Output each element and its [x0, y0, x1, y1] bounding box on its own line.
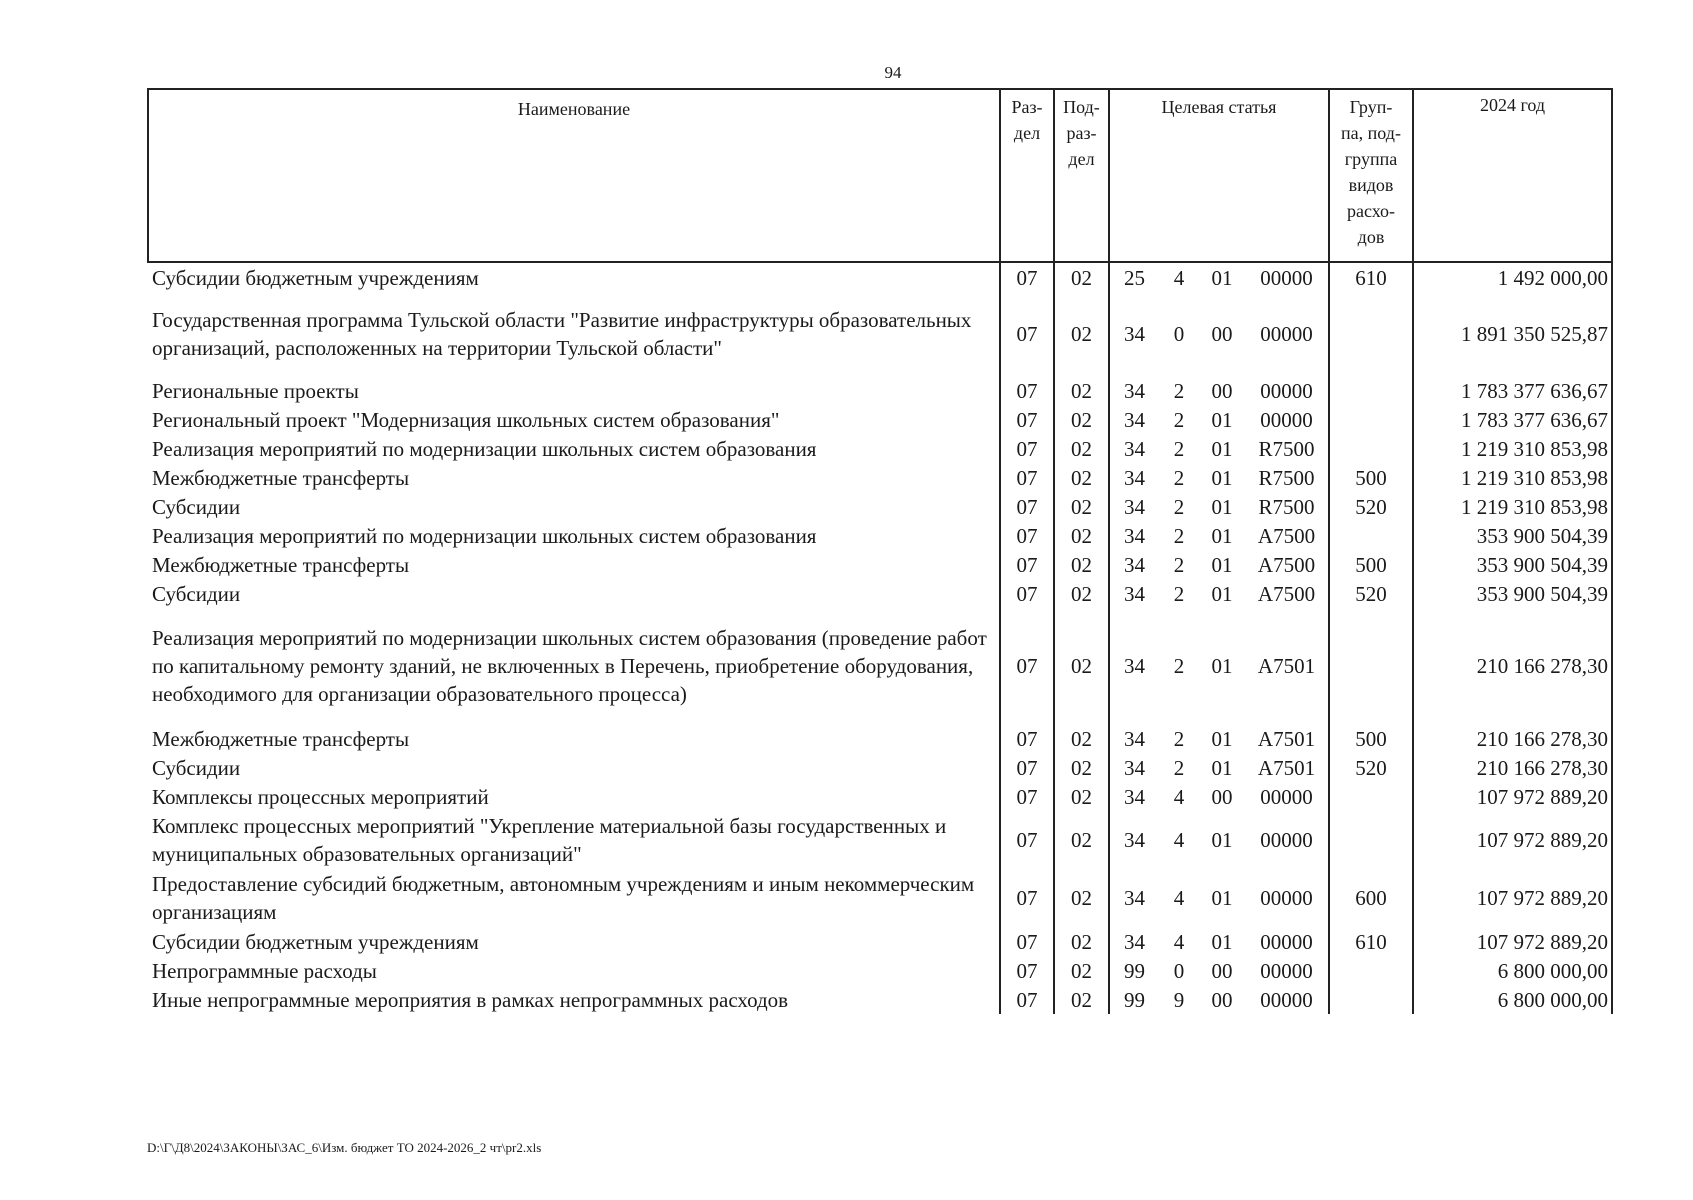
- cell-target-event: 01: [1211, 929, 1233, 954]
- cell-target-direction: R7500: [1258, 465, 1315, 490]
- cell-podrazdel: 02: [1054, 492, 1109, 521]
- cell-name: Межбюджетные трансферты: [152, 465, 410, 490]
- budget-table: [147, 88, 1613, 1014]
- cell-amount: 107 972 889,20: [1413, 927, 1612, 956]
- cell-target-subprogram: 4: [1173, 265, 1185, 290]
- cell-target-program: 25: [1109, 262, 1159, 292]
- table-row: [148, 463, 1612, 492]
- cell-target-program: 34: [1109, 724, 1159, 753]
- table-row: [148, 434, 1612, 463]
- cell-razdel: 07: [1000, 550, 1054, 579]
- cell-target-program: 34: [1109, 434, 1159, 463]
- cell-target-direction: R7500: [1258, 436, 1315, 461]
- table-row: [148, 376, 1612, 405]
- cell-target-program: 34: [1109, 492, 1159, 521]
- cell-name: Субсидии: [152, 755, 241, 780]
- table-row: [148, 782, 1612, 811]
- cell-podrazdel: 02: [1054, 869, 1109, 927]
- table-row: [148, 927, 1612, 956]
- header-name: Наименование: [148, 89, 1000, 262]
- cell-expense-group: 500: [1329, 550, 1413, 579]
- cell-podrazdel: 02: [1054, 724, 1109, 753]
- cell-name: Межбюджетные трансферты: [152, 552, 410, 577]
- cell-target-program: 34: [1109, 463, 1159, 492]
- cell-name: Комплексы процессных мероприятий: [152, 784, 489, 809]
- cell-target-event: 00: [1211, 322, 1233, 346]
- cell-amount: 1 219 310 853,98: [1413, 434, 1612, 463]
- cell-target-subprogram: 4: [1173, 828, 1185, 852]
- cell-target-event: 00: [1211, 784, 1233, 809]
- cell-expense-group: [1329, 434, 1413, 463]
- cell-name: Реализация мероприятий по модернизации школьных систем образования (проведение работ по капитальному ремонту зданий, не включенных в Перечень, приобретение оборудования, необходимого для организации образовательного процесса): [152, 626, 987, 706]
- cell-expense-group: 610: [1329, 927, 1413, 956]
- cell-razdel: 07: [1000, 579, 1054, 608]
- cell-name: Комплекс процессных мероприятий "Укрепление материальной базы государственных и муниципальных образовательных организаций": [152, 814, 947, 866]
- table-row: [148, 521, 1612, 550]
- cell-podrazdel: 02: [1054, 608, 1109, 724]
- cell-target-subprogram: 4: [1173, 784, 1185, 809]
- cell-target-subprogram: 9: [1173, 987, 1185, 1012]
- cell-expense-group: [1329, 405, 1413, 434]
- cell-podrazdel: 02: [1054, 579, 1109, 608]
- cell-target-direction: 00000: [1260, 407, 1313, 432]
- table-row: [148, 579, 1612, 608]
- cell-razdel: 07: [1000, 463, 1054, 492]
- header-group: Груп- па, под- группа видов расхо- дов: [1329, 89, 1413, 262]
- table-header: [148, 89, 1612, 262]
- cell-razdel: 07: [1000, 985, 1054, 1014]
- table-row: [148, 550, 1612, 579]
- cell-target-event: 00: [1211, 987, 1233, 1012]
- cell-target-program: 99: [1109, 956, 1159, 985]
- cell-target-event: 01: [1211, 494, 1233, 519]
- cell-name: Государственная программа Тульской области "Развитие инфраструктуры образовательных организаций, расположенных на территории Тульской области": [152, 308, 972, 360]
- cell-amount: 210 166 278,30: [1413, 753, 1612, 782]
- cell-podrazdel: 02: [1054, 985, 1109, 1014]
- cell-target-event: 01: [1211, 436, 1233, 461]
- header-amount: 2024 год: [1413, 89, 1612, 262]
- cell-podrazdel: 02: [1054, 521, 1109, 550]
- cell-target-event: 01: [1211, 581, 1233, 606]
- cell-amount: 6 800 000,00: [1413, 956, 1612, 985]
- cell-target-subprogram: 2: [1173, 523, 1185, 548]
- cell-target-subprogram: 4: [1173, 886, 1185, 910]
- cell-razdel: 07: [1000, 292, 1054, 376]
- cell-target-direction: 00000: [1260, 265, 1313, 290]
- cell-target-subprogram: 4: [1173, 929, 1185, 954]
- cell-amount: 107 972 889,20: [1413, 782, 1612, 811]
- cell-name: Межбюджетные трансферты: [152, 726, 410, 751]
- cell-expense-group: 520: [1329, 579, 1413, 608]
- cell-expense-group: 520: [1329, 753, 1413, 782]
- cell-target-event: 01: [1211, 523, 1233, 548]
- cell-target-subprogram: 2: [1173, 654, 1185, 678]
- cell-razdel: 07: [1000, 434, 1054, 463]
- cell-target-subprogram: 2: [1173, 407, 1185, 432]
- table-row: [148, 869, 1612, 927]
- cell-target-program: 34: [1109, 782, 1159, 811]
- cell-name: Субсидии бюджетным учреждениям: [152, 265, 479, 290]
- cell-razdel: 07: [1000, 782, 1054, 811]
- cell-podrazdel: 02: [1054, 262, 1109, 292]
- cell-name: Субсидии: [152, 494, 241, 519]
- table-row: [148, 753, 1612, 782]
- cell-razdel: 07: [1000, 492, 1054, 521]
- cell-amount: 1 783 377 636,67: [1413, 376, 1612, 405]
- cell-name: Реализация мероприятий по модернизации школьных систем образования: [152, 436, 817, 461]
- cell-target-program: 34: [1109, 405, 1159, 434]
- cell-name: Непрограммные расходы: [152, 958, 377, 983]
- cell-amount: 210 166 278,30: [1413, 724, 1612, 753]
- cell-amount: 353 900 504,39: [1413, 521, 1612, 550]
- cell-target-direction: 00000: [1260, 828, 1313, 852]
- table-body: [148, 262, 1612, 1014]
- cell-expense-group: 600: [1329, 869, 1413, 927]
- cell-razdel: 07: [1000, 869, 1054, 927]
- cell-target-direction: A7501: [1257, 726, 1316, 751]
- cell-target-direction: A7500: [1257, 581, 1316, 606]
- cell-name: Региональный проект "Модернизация школьных систем образования": [152, 407, 780, 432]
- cell-razdel: 07: [1000, 927, 1054, 956]
- header-target-article: Целевая статья: [1109, 89, 1329, 262]
- cell-amount: 353 900 504,39: [1413, 550, 1612, 579]
- cell-razdel: 07: [1000, 753, 1054, 782]
- cell-target-subprogram: 2: [1173, 552, 1185, 577]
- cell-podrazdel: 02: [1054, 782, 1109, 811]
- cell-expense-group: [1329, 292, 1413, 376]
- table-row: [148, 292, 1612, 376]
- cell-target-event: 01: [1211, 755, 1233, 780]
- cell-expense-group: [1329, 782, 1413, 811]
- cell-podrazdel: 02: [1054, 463, 1109, 492]
- cell-expense-group: [1329, 521, 1413, 550]
- cell-target-event: 01: [1211, 726, 1233, 751]
- cell-name: Региональные проекты: [152, 378, 359, 403]
- cell-target-program: 34: [1109, 292, 1159, 376]
- cell-target-program: 34: [1109, 550, 1159, 579]
- cell-amount: 6 800 000,00: [1413, 985, 1612, 1014]
- cell-target-event: 00: [1211, 958, 1233, 983]
- cell-target-subprogram: 2: [1173, 378, 1185, 403]
- cell-target-direction: A7501: [1257, 654, 1316, 678]
- cell-expense-group: 520: [1329, 492, 1413, 521]
- cell-target-program: 34: [1109, 608, 1159, 724]
- cell-target-program: 99: [1109, 985, 1159, 1014]
- cell-target-direction: 00000: [1260, 378, 1313, 403]
- cell-target-program: 34: [1109, 376, 1159, 405]
- cell-amount: 1 219 310 853,98: [1413, 492, 1612, 521]
- cell-amount: 1 891 350 525,87: [1413, 292, 1612, 376]
- table-row: [148, 492, 1612, 521]
- cell-razdel: 07: [1000, 262, 1054, 292]
- cell-podrazdel: 02: [1054, 753, 1109, 782]
- cell-podrazdel: 02: [1054, 956, 1109, 985]
- page-number: 94: [884, 63, 902, 82]
- table-row: [148, 608, 1612, 724]
- cell-target-direction: R7500: [1258, 494, 1315, 519]
- cell-target-direction: 00000: [1260, 322, 1313, 346]
- cell-target-program: 34: [1109, 753, 1159, 782]
- footer-file-path: D:\Г\Д8\2024\ЗАКОНЫ\ЗАС_6\Изм. бюджет ТО 2024-2026_2 чт\pr2.xls: [147, 1140, 542, 1155]
- cell-target-direction: 00000: [1260, 929, 1313, 954]
- cell-target-direction: 00000: [1260, 784, 1313, 809]
- cell-razdel: 07: [1000, 521, 1054, 550]
- cell-target-subprogram: 2: [1173, 755, 1185, 780]
- cell-target-event: 01: [1211, 552, 1233, 577]
- cell-target-event: 01: [1211, 465, 1233, 490]
- cell-expense-group: [1329, 811, 1413, 869]
- cell-target-event: 01: [1211, 265, 1233, 290]
- cell-target-direction: 00000: [1260, 958, 1313, 983]
- cell-target-event: 01: [1211, 654, 1233, 678]
- cell-podrazdel: 02: [1054, 434, 1109, 463]
- cell-amount: 107 972 889,20: [1413, 811, 1612, 869]
- cell-target-direction: 00000: [1260, 886, 1313, 910]
- table-row: [148, 985, 1612, 1014]
- cell-name: Реализация мероприятий по модернизации школьных систем образования: [152, 523, 817, 548]
- table-row: [148, 262, 1612, 292]
- cell-target-subprogram: 2: [1173, 465, 1185, 490]
- cell-razdel: 07: [1000, 811, 1054, 869]
- cell-razdel: 07: [1000, 724, 1054, 753]
- cell-target-direction: A7500: [1257, 523, 1316, 548]
- cell-target-event: 01: [1211, 886, 1233, 910]
- cell-target-direction: A7501: [1257, 755, 1316, 780]
- cell-target-event: 01: [1211, 407, 1233, 432]
- cell-name: Иные непрограммные мероприятия в рамках непрограммных расходов: [152, 987, 789, 1012]
- cell-name: Субсидии: [152, 581, 241, 606]
- cell-target-direction: 00000: [1260, 987, 1313, 1012]
- cell-amount: 1 492 000,00: [1413, 262, 1612, 292]
- cell-expense-group: 500: [1329, 724, 1413, 753]
- cell-name: Субсидии бюджетным учреждениям: [152, 929, 479, 954]
- cell-target-subprogram: 2: [1173, 436, 1185, 461]
- cell-razdel: 07: [1000, 376, 1054, 405]
- cell-razdel: 07: [1000, 956, 1054, 985]
- cell-amount: 210 166 278,30: [1413, 608, 1612, 724]
- cell-amount: 1 783 377 636,67: [1413, 405, 1612, 434]
- cell-expense-group: 500: [1329, 463, 1413, 492]
- cell-target-subprogram: 2: [1173, 581, 1185, 606]
- cell-podrazdel: 02: [1054, 292, 1109, 376]
- cell-amount: 107 972 889,20: [1413, 869, 1612, 927]
- header-razdel: Раз- дел: [1000, 89, 1054, 262]
- table-row: [148, 405, 1612, 434]
- cell-target-subprogram: 0: [1173, 322, 1185, 346]
- table-row: [148, 724, 1612, 753]
- table-row: [148, 956, 1612, 985]
- cell-podrazdel: 02: [1054, 550, 1109, 579]
- cell-target-subprogram: 0: [1173, 958, 1185, 983]
- cell-podrazdel: 02: [1054, 405, 1109, 434]
- table-row: [148, 811, 1612, 869]
- cell-expense-group: [1329, 608, 1413, 724]
- cell-amount: 1 219 310 853,98: [1413, 463, 1612, 492]
- cell-target-subprogram: 2: [1173, 494, 1185, 519]
- cell-target-program: 34: [1109, 579, 1159, 608]
- cell-expense-group: 610: [1329, 262, 1413, 292]
- header-podrazdel: Под- раз- дел: [1054, 89, 1109, 262]
- cell-podrazdel: 02: [1054, 811, 1109, 869]
- cell-target-event: 00: [1211, 378, 1233, 403]
- cell-podrazdel: 02: [1054, 927, 1109, 956]
- cell-amount: 353 900 504,39: [1413, 579, 1612, 608]
- cell-name: Предоставление субсидий бюджетным, автономным учреждениям и иным некоммерческим организациям: [152, 872, 975, 924]
- cell-razdel: 07: [1000, 405, 1054, 434]
- cell-target-subprogram: 2: [1173, 726, 1185, 751]
- cell-target-program: 34: [1109, 811, 1159, 869]
- cell-expense-group: [1329, 376, 1413, 405]
- cell-target-event: 01: [1211, 828, 1233, 852]
- cell-target-program: 34: [1109, 869, 1159, 927]
- cell-target-direction: A7500: [1257, 552, 1316, 577]
- cell-expense-group: [1329, 956, 1413, 985]
- cell-razdel: 07: [1000, 608, 1054, 724]
- cell-expense-group: [1329, 985, 1413, 1014]
- cell-target-program: 34: [1109, 927, 1159, 956]
- cell-podrazdel: 02: [1054, 376, 1109, 405]
- cell-target-program: 34: [1109, 521, 1159, 550]
